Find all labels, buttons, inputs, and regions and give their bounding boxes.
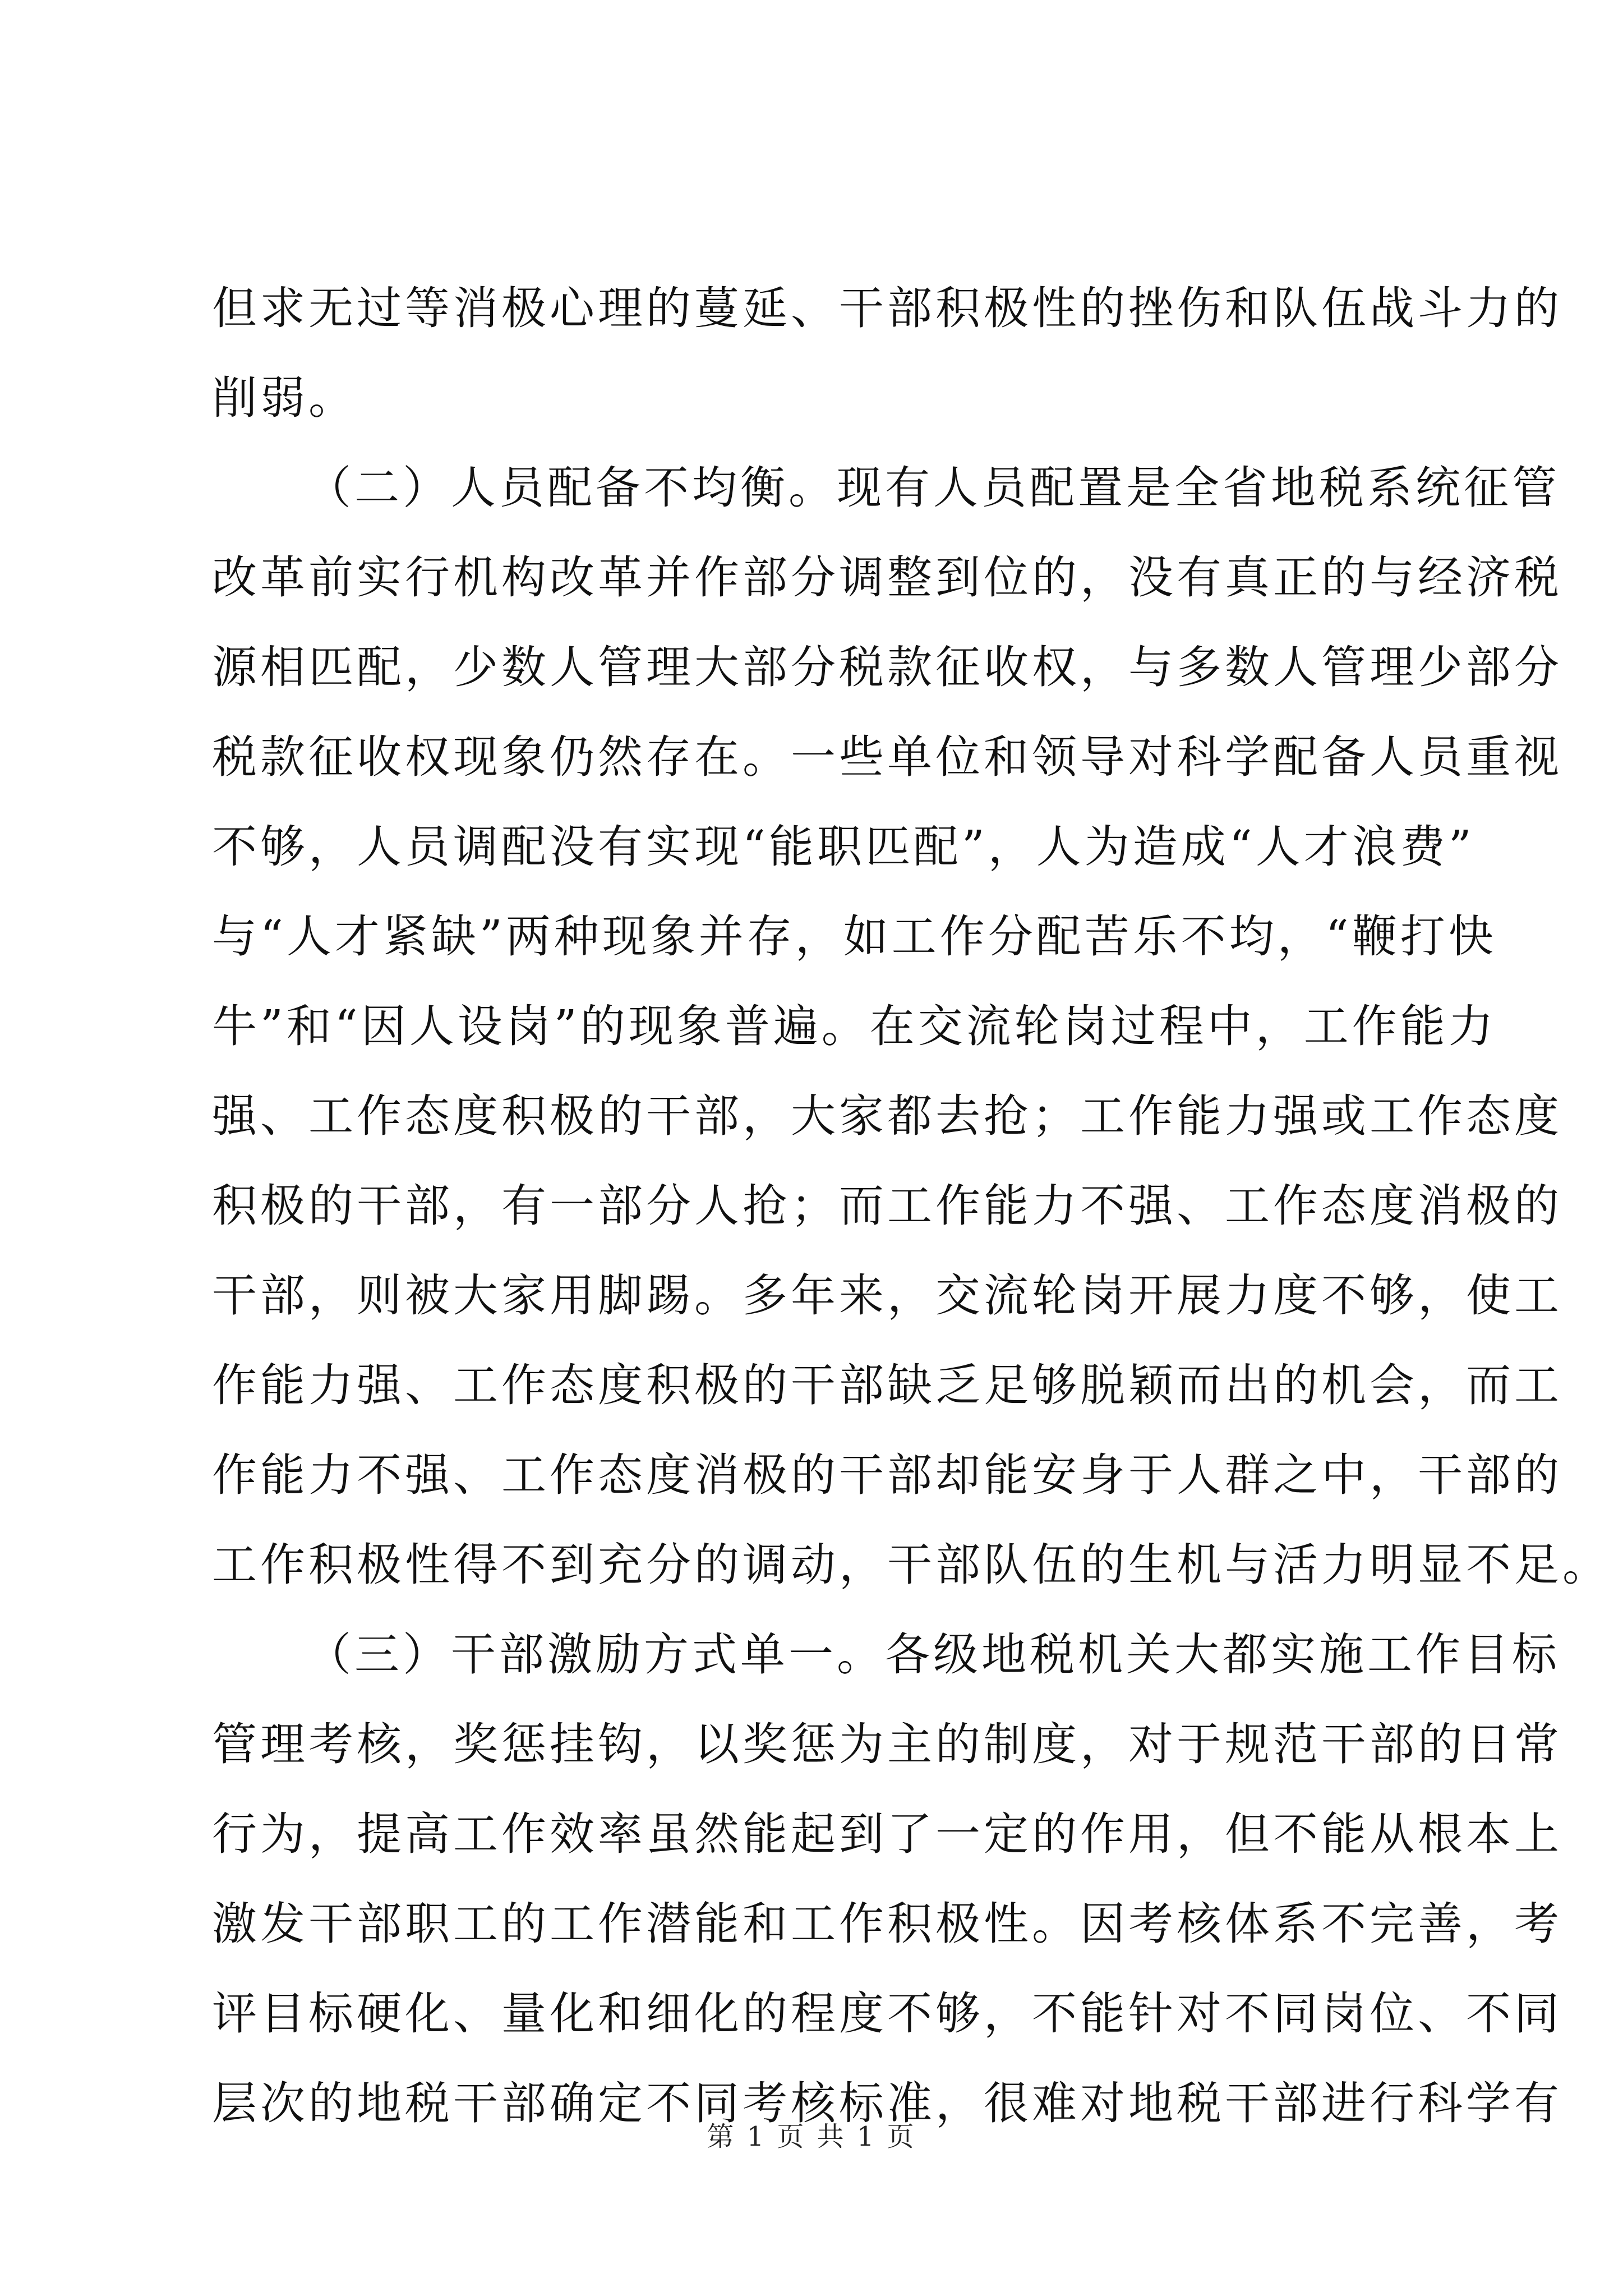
text-line: 不够，人员调配没有实现“能职匹配”，人为造成“人才浪费” xyxy=(212,821,1475,873)
text-line: 强、工作态度积极的干部，大家都去抢；工作能力强或工作态度 xyxy=(212,1090,1562,1142)
text-line: 作能力强、工作态度积极的干部缺乏足够脱颖而出的机会，而工 xyxy=(212,1359,1562,1411)
text-line: 积极的干部，有一部分人抢；而工作能力不强、工作态度消极的 xyxy=(212,1180,1562,1232)
text-line: 层次的地税干部确定不同考核标准，很难对地税干部进行科学有 xyxy=(212,2077,1562,2129)
text-line: 工作积极性得不到充分的调动，干部队伍的生机与活力明显不足。 xyxy=(212,1539,1611,1591)
section-heading-line: （二）人员配备不均衡。现有人员配置是全省地税系统征管 xyxy=(306,462,1560,514)
text-line: 牛”和“因人设岗”的现象普遍。在交流轮岗过程中，工作能力 xyxy=(212,1000,1497,1052)
text-line: 管理考核，奖惩挂钩，以奖惩为主的制度，对于规范干部的日常 xyxy=(212,1718,1562,1770)
page-footer xyxy=(0,2115,1623,2154)
text-line: 源相匹配，少数人管理大部分税款征收权，与多数人管理少部分 xyxy=(212,641,1562,693)
text-line: 干部，则被大家用脚踢。多年来，交流轮岗开展力度不够，使工 xyxy=(212,1269,1562,1322)
text-line: 改革前实行机构改革并作部分调整到位的，没有真正的与经济税 xyxy=(212,551,1562,604)
text-line: 激发干部职工的工作潜能和工作积极性。因考核体系不完善，考 xyxy=(212,1898,1562,1950)
document-body xyxy=(212,264,1611,2148)
text-line: 行为，提高工作效率虽然能起到了一定的作用，但不能从根本上 xyxy=(212,1808,1562,1860)
text-line: 削弱。 xyxy=(212,372,357,424)
text-line: 评目标硬化、量化和细化的程度不够，不能针对不同岗位、不同 xyxy=(212,1987,1562,2040)
text-line: 税款征收权现象仍然存在。一些单位和领导对科学配备人员重视 xyxy=(212,731,1562,783)
page-number: 第 1 页 共 1 页 xyxy=(707,2121,916,2152)
section-heading-line: （三）干部激励方式单一。各级地税机关大都实施工作目标 xyxy=(306,1628,1560,1681)
text-line: 与“人才紧缺”两种现象并存，如工作分配苦乐不均，“鞭打快 xyxy=(212,910,1497,963)
text-line: 但求无过等消极心理的蔓延、干部积极性的挫伤和队伍战斗力的 xyxy=(212,282,1562,334)
text-line: 作能力不强、工作态度消极的干部却能安身于人群之中，干部的 xyxy=(212,1449,1562,1501)
